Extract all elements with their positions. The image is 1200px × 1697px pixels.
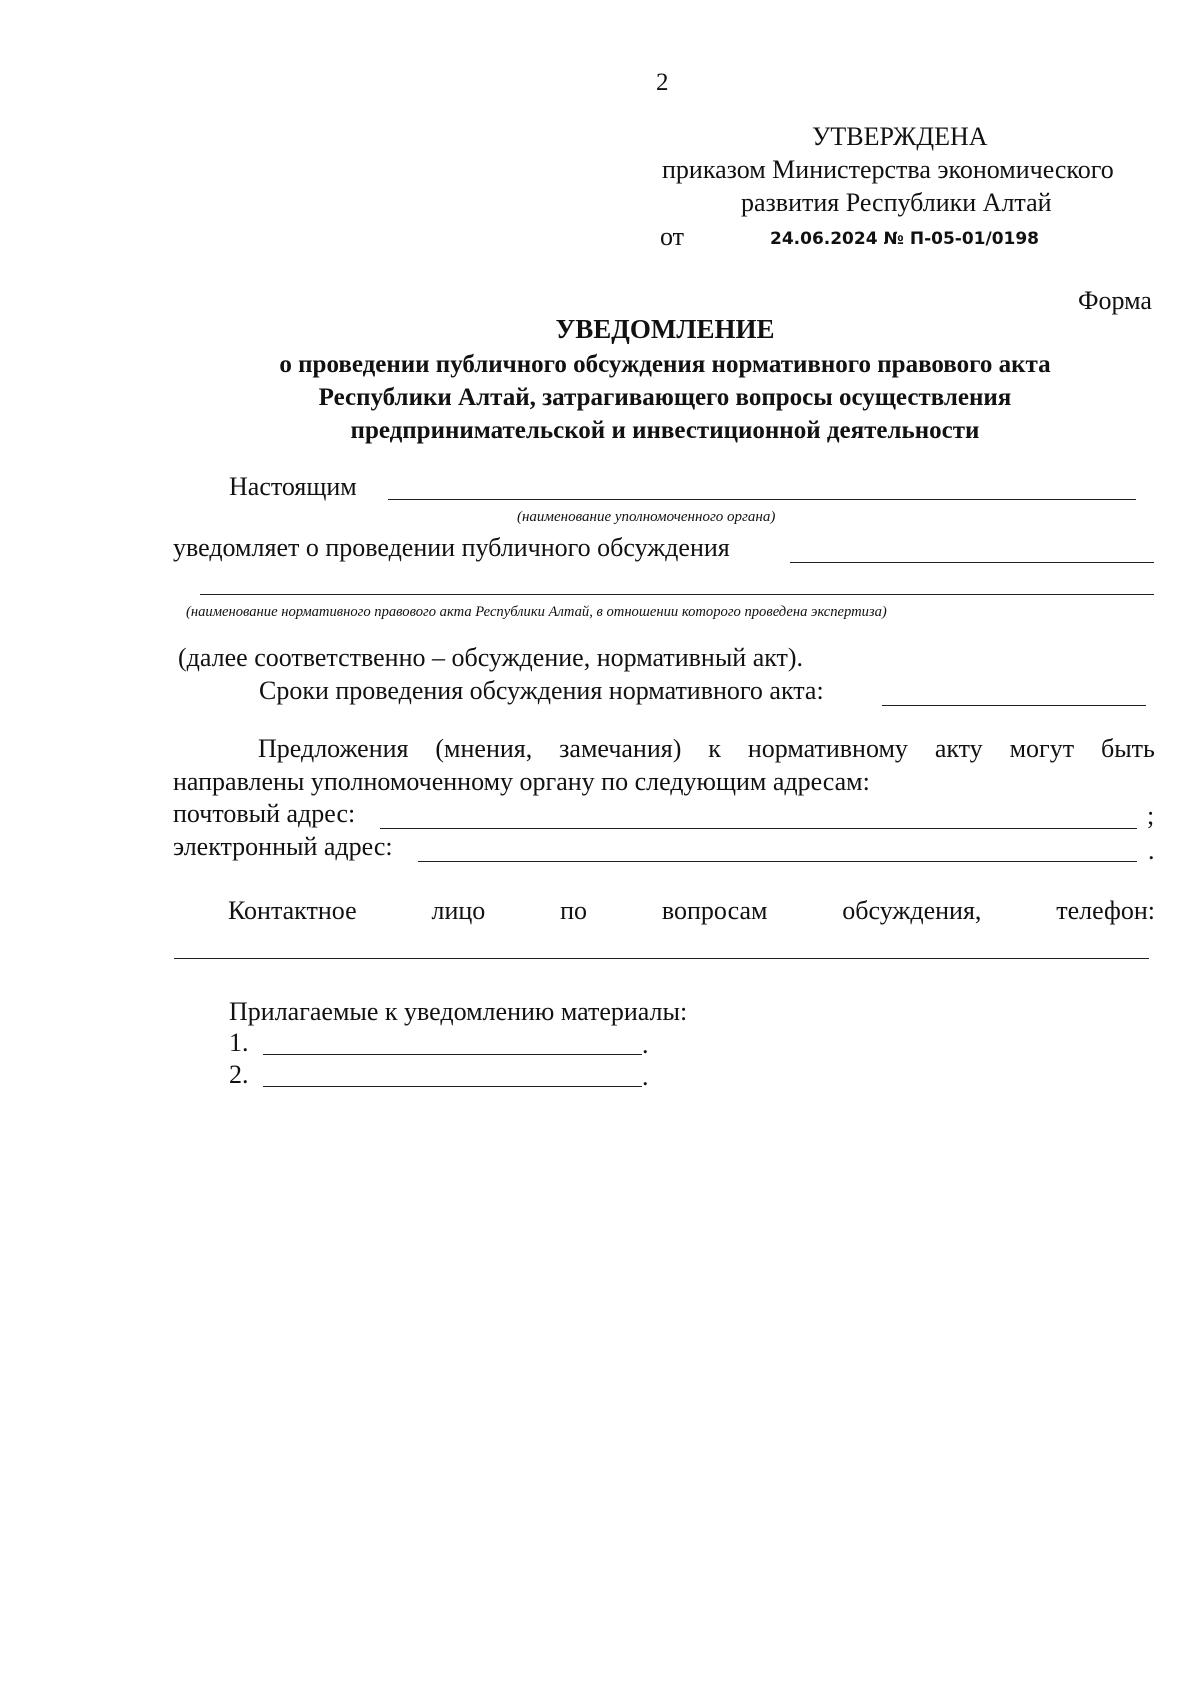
proposals-word: Предложения xyxy=(258,734,409,763)
authority-hint: (наименование уполномоченного органа) xyxy=(517,509,776,525)
act-hint: (наименование нормативного правового акта Республики Алтай, в отношении которого проведена экспертиза) xyxy=(186,604,887,620)
contact-blank xyxy=(174,958,1149,959)
approval-date-number: 24.06.2024 № П-05-01/0198 xyxy=(770,229,1040,249)
doc-subtitle-line2: Республики Алтай, затрагивающего вопросы осуществления xyxy=(318,384,1012,411)
hereinafter-text: (далее соответственно – обсуждение, нормативный акт). xyxy=(178,643,804,672)
terms-label: Сроки проведения обсуждения нормативного акта: xyxy=(259,676,824,705)
postal-semicolon: ; xyxy=(1147,801,1155,830)
email-period: . xyxy=(1148,836,1155,865)
proposals-word: (мнения, xyxy=(435,734,533,763)
act-blank-1 xyxy=(790,562,1154,563)
attachment-item-2-blank xyxy=(263,1086,642,1087)
proposals-word: быть xyxy=(1100,734,1155,763)
proposals-word: нормативному xyxy=(747,734,908,763)
act-blank-2 xyxy=(200,594,1154,595)
authority-blank xyxy=(388,499,1136,500)
approval-line1: приказом Министерства экономического xyxy=(662,155,1114,184)
terms-blank xyxy=(882,705,1146,706)
attachments-label: Прилагаемые к уведомлению материалы: xyxy=(229,997,688,1026)
contact-word: Контактное xyxy=(228,896,357,925)
proposals-word: акту xyxy=(934,734,983,763)
contact-word: вопросам xyxy=(661,896,768,925)
proposals-word: замечания) xyxy=(559,734,682,763)
contact-word: по xyxy=(560,896,588,925)
approval-line2: развития Республики Алтай xyxy=(741,188,1052,217)
email-label: электронный адрес: xyxy=(173,832,393,861)
attachment-item-1-number: 1. xyxy=(229,1028,249,1057)
approval-from-label: от xyxy=(660,222,685,251)
attachment-item-2-period: . xyxy=(642,1062,649,1091)
form-label: Форма xyxy=(1078,286,1152,315)
approval-title: УТВЕРЖДЕНА xyxy=(812,122,988,151)
contact-word: лицо xyxy=(431,896,486,925)
proposals-word: к xyxy=(708,734,721,763)
page-number: 2 xyxy=(656,69,669,96)
proposals-word: могут xyxy=(1009,734,1075,763)
postal-blank xyxy=(380,828,1137,829)
proposals-line2: направлены уполномоченному органу по следующим адресам: xyxy=(173,767,870,796)
contact-line xyxy=(228,896,1155,926)
doc-subtitle-line1: о проведении публичного обсуждения нормативного правового акта xyxy=(279,351,1051,378)
proposals-line1 xyxy=(258,734,1155,764)
hereby-label: Настоящим xyxy=(229,472,357,501)
attachment-item-1-period: . xyxy=(642,1030,649,1059)
contact-word: телефон: xyxy=(1056,896,1155,925)
attachment-item-2-number: 2. xyxy=(229,1060,249,1089)
email-blank xyxy=(418,861,1137,862)
doc-subtitle-line3: предпринимательской и инвестиционной деятельности xyxy=(350,417,980,444)
contact-word: обсуждения, xyxy=(842,896,982,925)
postal-label: почтовый адрес: xyxy=(173,799,356,828)
attachment-item-1-blank xyxy=(263,1054,642,1055)
doc-title: УВЕДОМЛЕНИЕ xyxy=(555,314,775,344)
notifies-label: уведомляет о проведении публичного обсуждения xyxy=(173,533,730,562)
